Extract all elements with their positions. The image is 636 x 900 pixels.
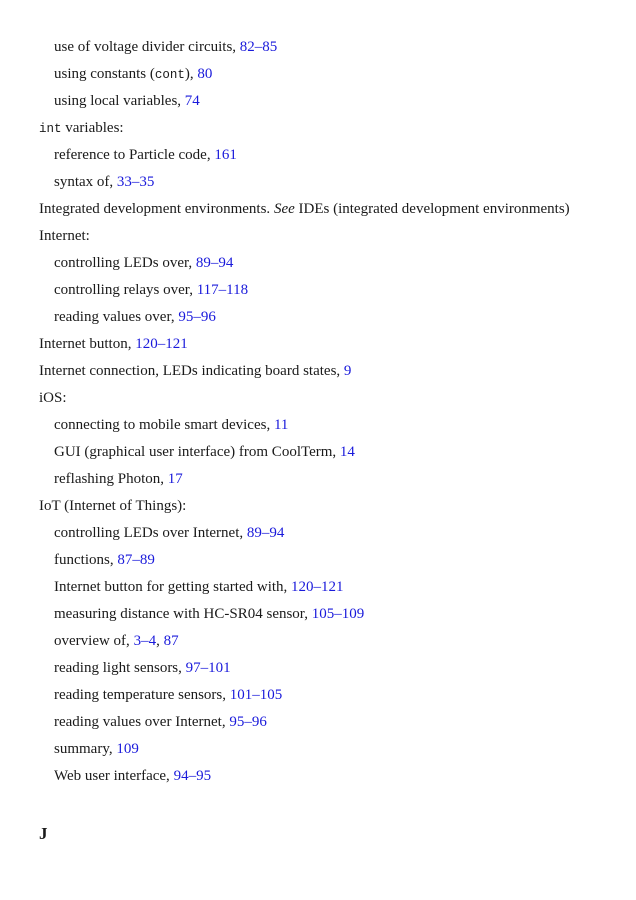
index-subentry — [39, 522, 619, 549]
index-subentry — [39, 144, 619, 171]
entry-text: controlling LEDs over Internet, — [54, 525, 247, 541]
page-reference-link[interactable]: 89–94 — [246, 525, 285, 541]
page-reference-link[interactable]: 14 — [339, 444, 355, 460]
index-subentry — [39, 63, 619, 90]
page-reference-link[interactable]: 17 — [167, 471, 183, 487]
entry-text: IDEs (integrated development environments) — [294, 201, 570, 217]
entry-text: iOS: — [39, 390, 67, 406]
page-reference-link[interactable]: 120–121 — [135, 336, 188, 352]
index-subentry — [39, 90, 619, 117]
page-reference-link[interactable]: 120–121 — [291, 579, 344, 595]
page-reference-link[interactable]: 82–85 — [239, 39, 278, 55]
entry-text: reference to Particle code, — [54, 147, 215, 163]
index-subentry — [39, 684, 619, 711]
index-subentry — [39, 711, 619, 738]
index-subentry — [39, 306, 619, 333]
page-reference-link[interactable]: 87–89 — [117, 552, 155, 568]
entry-text: connecting to mobile smart devices, — [54, 417, 274, 433]
index-subentry — [39, 441, 619, 468]
index-subentry — [39, 549, 619, 576]
index-entry — [39, 225, 619, 252]
index-subentry — [39, 603, 619, 630]
entry-text: functions, — [54, 552, 118, 568]
index-subentry — [39, 36, 619, 63]
entry-text: controlling relays over, — [54, 282, 197, 298]
entry-text: Internet connection, LEDs indicating board states, — [39, 363, 344, 379]
page-reference-link[interactable]: 97–101 — [185, 660, 231, 676]
entry-text: Internet button, — [39, 336, 136, 352]
page-reference-link[interactable]: 80 — [197, 66, 213, 82]
entry-text: reading values over, — [54, 309, 179, 325]
entry-text: reflashing Photon, — [54, 471, 168, 487]
entry-text: IoT (Internet of Things): — [39, 498, 187, 514]
entry-text: use of voltage divider circuits, — [54, 39, 240, 55]
index-entry — [39, 360, 619, 387]
entry-text: ), — [184, 66, 198, 82]
code-term: int — [39, 122, 62, 136]
code-term: cont — [154, 68, 185, 82]
page-reference-link[interactable]: 101–105 — [229, 687, 283, 703]
page-reference-link[interactable]: 87 — [163, 633, 179, 649]
page-reference-link[interactable]: 11 — [273, 417, 289, 433]
index-entry — [39, 495, 619, 522]
page-reference-link[interactable]: 105–109 — [311, 606, 365, 622]
entry-text: GUI (graphical user interface) from CoolTerm, — [54, 444, 340, 460]
entry-text: using local variables, — [54, 93, 185, 109]
page-reference-link[interactable]: 95–96 — [178, 309, 216, 325]
section-heading-j: J — [39, 824, 48, 843]
page-reference-link[interactable]: 9 — [343, 363, 352, 379]
page-reference-link[interactable]: 3–4 — [133, 633, 157, 649]
entry-text: overview of, — [54, 633, 134, 649]
index-subentry — [39, 576, 619, 603]
entry-text: Web user interface, — [54, 768, 174, 784]
index-subentry — [39, 171, 619, 198]
index-subentry — [39, 468, 619, 495]
entry-text: reading values over Internet, — [54, 714, 230, 730]
index-subentry — [39, 630, 619, 657]
entry-text: variables: — [61, 120, 124, 136]
index-entry — [39, 198, 619, 225]
entry-text: summary, — [54, 741, 117, 757]
entry-text: Integrated development environments. — [39, 201, 274, 217]
see-reference: See — [273, 201, 295, 217]
entry-text: using constants ( — [54, 66, 155, 82]
entry-text: , — [156, 633, 164, 649]
index-subentry — [39, 657, 619, 684]
entry-text: Internet button for getting started with, — [54, 579, 292, 595]
page-reference-link[interactable]: 109 — [116, 741, 139, 757]
entry-text: reading temperature sensors, — [54, 687, 230, 703]
page-reference-link[interactable]: 94–95 — [173, 768, 212, 784]
index-subentry — [39, 252, 619, 279]
index-subentry — [39, 279, 619, 306]
index-entry — [39, 387, 619, 414]
index-list — [39, 36, 619, 792]
entry-text: reading light sensors, — [54, 660, 186, 676]
page-reference-link[interactable]: 117–118 — [196, 282, 249, 298]
index-subentry — [39, 765, 619, 792]
entry-text: syntax of, — [54, 174, 117, 190]
page-reference-link[interactable]: 95–96 — [229, 714, 267, 730]
page-reference-link[interactable]: 161 — [214, 147, 237, 163]
page-reference-link[interactable]: 33–35 — [116, 174, 155, 190]
entry-text: measuring distance with HC-SR04 sensor, — [54, 606, 312, 622]
page-reference-link[interactable]: 89–94 — [195, 255, 234, 271]
index-entry — [39, 117, 619, 144]
entry-text: Internet: — [39, 228, 90, 244]
index-entry — [39, 333, 619, 360]
index-subentry — [39, 414, 619, 441]
index-subentry — [39, 738, 619, 765]
entry-text: controlling LEDs over, — [54, 255, 196, 271]
page-reference-link[interactable]: 74 — [184, 93, 200, 109]
